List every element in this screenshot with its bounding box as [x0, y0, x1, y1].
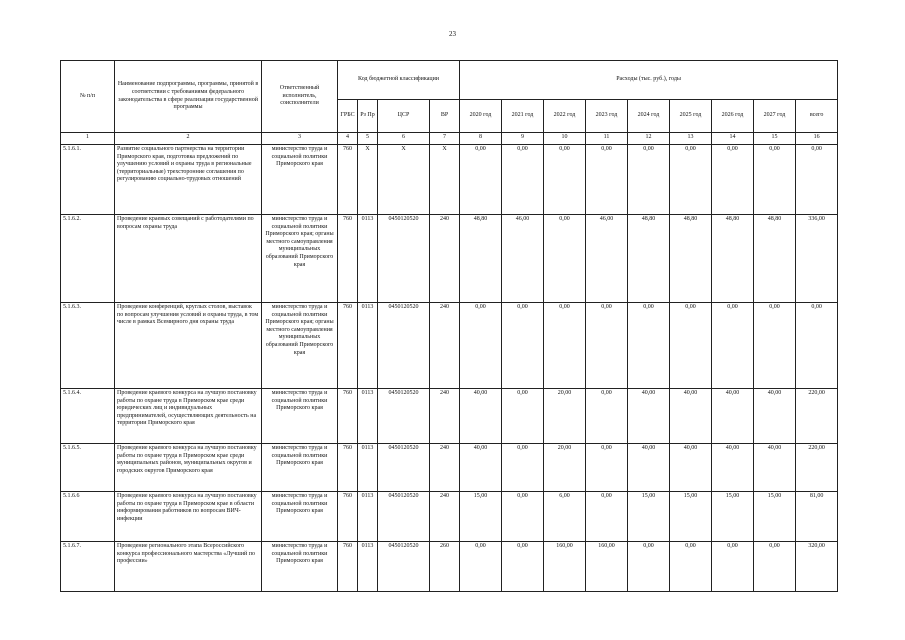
row-num: 5.1.6.5.	[61, 444, 115, 492]
row-expense-value: 0,00	[502, 492, 544, 542]
row-expense-value: 0,00	[796, 145, 838, 215]
row-executor: министерство труда и социальной политики Приморского края; органы местного самоуправления муниципальных образований Приморского края	[262, 215, 338, 303]
row-csr: 0450120520	[378, 492, 430, 542]
row-vr: 240	[430, 389, 460, 444]
row-expense-value: 46,00	[502, 215, 544, 303]
row-expense-value: 15,00	[460, 492, 502, 542]
table-row	[61, 542, 838, 592]
row-expense-value: 0,00	[796, 303, 838, 389]
row-executor: министерство труда и социальной политики Приморского края	[262, 444, 338, 492]
row-expense-value: 336,00	[796, 215, 838, 303]
row-expense-value: 0,00	[670, 303, 712, 389]
row-num: 5.1.6.6	[61, 492, 115, 542]
row-expense-value: 0,00	[586, 492, 628, 542]
row-expense-value: 0,00	[628, 542, 670, 592]
row-executor: министерство труда и социальной политики Приморского края	[262, 492, 338, 542]
row-name: Проведение регионального этапа Всероссийского конкурса профессионального мастерства «Лучший по профессии»	[115, 542, 262, 592]
header-executor: Ответственный исполнитель, соисполнители	[262, 61, 338, 133]
row-expense-value: 48,80	[712, 215, 754, 303]
table-header	[61, 61, 838, 145]
row-expense-value: 0,00	[586, 303, 628, 389]
header-sub-2: ЦСР	[378, 100, 430, 133]
row-expense-value: 46,00	[586, 215, 628, 303]
row-expense-value: 6,00	[544, 492, 586, 542]
row-expense-value: 0,00	[544, 303, 586, 389]
row-expense-value: 20,00	[544, 389, 586, 444]
row-csr: 0450120520	[378, 542, 430, 592]
column-number: 8	[460, 133, 502, 145]
column-number: 13	[670, 133, 712, 145]
budget-table	[60, 60, 838, 592]
row-grbs: 760	[338, 389, 358, 444]
row-num: 5.1.6.3.	[61, 303, 115, 389]
row-executor: министерство труда и социальной политики Приморского края	[262, 389, 338, 444]
header-sub-10: 2026 год	[712, 100, 754, 133]
row-vr: 260	[430, 542, 460, 592]
row-expense-value: 40,00	[628, 389, 670, 444]
row-num: 5.1.6.7.	[61, 542, 115, 592]
row-expense-value: 48,80	[460, 215, 502, 303]
row-expense-value: 40,00	[670, 444, 712, 492]
row-vr: 240	[430, 303, 460, 389]
row-expense-value: 0,00	[754, 145, 796, 215]
header-sub-7: 2023 год	[586, 100, 628, 133]
row-grbs: 760	[338, 444, 358, 492]
column-number: 6	[378, 133, 430, 145]
row-expense-value: 0,00	[502, 444, 544, 492]
row-num: 5.1.6.1.	[61, 145, 115, 215]
row-expense-value: 220,00	[796, 444, 838, 492]
row-expense-value: 40,00	[460, 444, 502, 492]
row-executor: министерство труда и социальной политики Приморского края; органы местного самоуправления муниципальных образований Приморского края	[262, 303, 338, 389]
column-number: 5	[358, 133, 378, 145]
row-name: Развитие социального партнерства на территории Приморского края, подготовка предложений по улучшению условий и охраны труда в региональные (территориальные) трехсторонние соглашения по регулированию социально-трудовых отношений	[115, 145, 262, 215]
header-sub-5: 2021 год	[502, 100, 544, 133]
header-sub-12: всего	[796, 100, 838, 133]
row-name: Проведение конференций, круглых столов, выставок по вопросам улучшения условий и охраны труда, в том числе в рамках Всемирного дня охраны труда	[115, 303, 262, 389]
column-number: 10	[544, 133, 586, 145]
header-budget-code: Код бюджетной классификации	[338, 61, 460, 100]
row-vr: X	[430, 145, 460, 215]
column-number: 14	[712, 133, 754, 145]
header-sub-8: 2024 год	[628, 100, 670, 133]
row-expense-value: 0,00	[754, 303, 796, 389]
row-expense-value: 0,00	[502, 303, 544, 389]
row-expense-value: 0,00	[586, 389, 628, 444]
column-number: 15	[754, 133, 796, 145]
header-expenses: Расходы (тыс. руб.), годы	[460, 61, 838, 100]
header-sub-6: 2022 год	[544, 100, 586, 133]
table-row	[61, 215, 838, 303]
row-num: 5.1.6.2.	[61, 215, 115, 303]
row-grbs: 760	[338, 542, 358, 592]
row-expense-value: 0,00	[502, 145, 544, 215]
row-csr: X	[378, 145, 430, 215]
column-number: 12	[628, 133, 670, 145]
row-rzpr: 0113	[358, 492, 378, 542]
header-num: № п/п	[61, 61, 115, 133]
row-rzpr: X	[358, 145, 378, 215]
row-expense-value: 0,00	[712, 145, 754, 215]
row-expense-value: 15,00	[712, 492, 754, 542]
row-grbs: 760	[338, 215, 358, 303]
row-executor: министерство труда и социальной политики Приморского края	[262, 145, 338, 215]
row-rzpr: 0113	[358, 389, 378, 444]
row-expense-value: 0,00	[460, 542, 502, 592]
row-expense-value: 0,00	[544, 215, 586, 303]
row-expense-value: 0,00	[712, 303, 754, 389]
row-csr: 0450120520	[378, 444, 430, 492]
table-row	[61, 389, 838, 444]
header-sub-1: Рз Пр	[358, 100, 378, 133]
table-row	[61, 145, 838, 215]
column-number: 16	[796, 133, 838, 145]
row-expense-value: 320,00	[796, 542, 838, 592]
row-executor: министерство труда и социальной политики Приморского края	[262, 542, 338, 592]
row-num: 5.1.6.4.	[61, 389, 115, 444]
row-csr: 0450120520	[378, 215, 430, 303]
row-expense-value: 48,80	[754, 215, 796, 303]
row-expense-value: 40,00	[754, 444, 796, 492]
row-expense-value: 0,00	[754, 542, 796, 592]
column-number: 4	[338, 133, 358, 145]
row-expense-value: 160,00	[544, 542, 586, 592]
row-expense-value: 0,00	[628, 145, 670, 215]
column-number: 9	[502, 133, 544, 145]
column-number: 2	[115, 133, 262, 145]
column-number: 7	[430, 133, 460, 145]
row-expense-value: 15,00	[670, 492, 712, 542]
row-expense-value: 0,00	[586, 145, 628, 215]
column-number: 1	[61, 133, 115, 145]
row-expense-value: 0,00	[502, 389, 544, 444]
row-expense-value: 48,80	[670, 215, 712, 303]
column-number: 3	[262, 133, 338, 145]
header-sub-11: 2027 год	[754, 100, 796, 133]
row-grbs: 760	[338, 303, 358, 389]
page-number: 23	[449, 30, 456, 38]
row-name: Проведение краевого конкурса на лучшую постановку работы по охране труда в Приморском крае среди юридических лиц и индивидуальных предпринимателей, осуществляющих деятельность на территории Приморского края	[115, 389, 262, 444]
row-expense-value: 15,00	[754, 492, 796, 542]
row-vr: 240	[430, 444, 460, 492]
row-expense-value: 40,00	[712, 389, 754, 444]
row-expense-value: 15,00	[628, 492, 670, 542]
row-rzpr: 0113	[358, 303, 378, 389]
header-name: Наименование подпрограммы, программы, принятой в соответствии с требованиями федерального законодательства в сфере реализации государственной программы	[115, 61, 262, 133]
row-rzpr: 0113	[358, 215, 378, 303]
row-name: Проведение краевых совещаний с работодателями по вопросам охраны труда	[115, 215, 262, 303]
row-expense-value: 48,80	[628, 215, 670, 303]
row-vr: 240	[430, 215, 460, 303]
row-name: Проведение краевого конкурса на лучшую постановку работы по охране труда в Приморском крае среди муниципальных районов, муниципальных округов и городских округов Приморского края	[115, 444, 262, 492]
row-name: Проведение краевого конкурса на лучшую постановку работы по охране труда в Приморском крае в области информирования работников по вопросам ВИЧ-инфекции	[115, 492, 262, 542]
row-expense-value: 0,00	[670, 542, 712, 592]
row-expense-value: 81,00	[796, 492, 838, 542]
column-number: 11	[586, 133, 628, 145]
table-body	[61, 145, 838, 592]
table-row	[61, 492, 838, 542]
row-expense-value: 0,00	[460, 303, 502, 389]
table-row	[61, 303, 838, 389]
row-csr: 0450120520	[378, 389, 430, 444]
row-expense-value: 40,00	[460, 389, 502, 444]
row-expense-value: 20,00	[544, 444, 586, 492]
row-csr: 0450120520	[378, 303, 430, 389]
column-numbers-row	[61, 133, 838, 145]
row-expense-value: 0,00	[586, 444, 628, 492]
row-grbs: 760	[338, 145, 358, 215]
row-expense-value: 160,00	[586, 542, 628, 592]
row-rzpr: 0113	[358, 542, 378, 592]
row-expense-value: 220,00	[796, 389, 838, 444]
row-expense-value: 0,00	[460, 145, 502, 215]
header-sub-3: ВР	[430, 100, 460, 133]
row-grbs: 760	[338, 492, 358, 542]
table-row	[61, 444, 838, 492]
header-sub-0: ГРБС	[338, 100, 358, 133]
row-expense-value: 0,00	[502, 542, 544, 592]
row-expense-value: 40,00	[628, 444, 670, 492]
row-expense-value: 0,00	[712, 542, 754, 592]
row-rzpr: 0113	[358, 444, 378, 492]
header-sub-4: 2020 год	[460, 100, 502, 133]
row-expense-value: 0,00	[628, 303, 670, 389]
row-expense-value: 40,00	[754, 389, 796, 444]
row-expense-value: 0,00	[544, 145, 586, 215]
row-expense-value: 40,00	[712, 444, 754, 492]
header-sub-9: 2025 год	[670, 100, 712, 133]
row-vr: 240	[430, 492, 460, 542]
row-expense-value: 40,00	[670, 389, 712, 444]
row-expense-value: 0,00	[670, 145, 712, 215]
